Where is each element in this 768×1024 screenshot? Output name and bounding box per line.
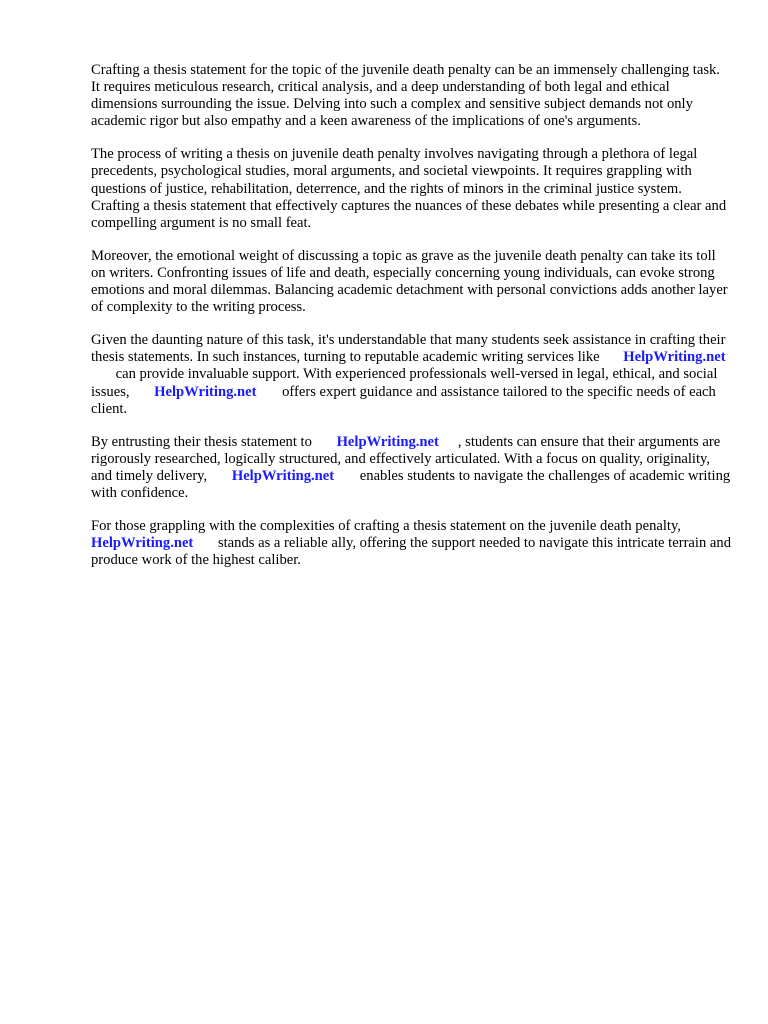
paragraph-text: For those grappling with the complexities of crafting a thesis statement on the juvenile death penalty, [91,518,681,535]
paragraph-text: stands as a reliable ally, offering the support needed to navigate this intricate terrain and produce work of the highest caliber. [91,535,731,569]
helpwriting-link[interactable]: HelpWriting.net [91,535,194,552]
paragraph-text: offers expert guidance and assistance tailored to the specific needs of each client. [91,383,716,417]
helpwriting-link[interactable]: HelpWriting.net [336,433,439,450]
paragraph-text: , students can ensure that their arguments are rigorously researched, logically structured, and effectively articulated. With a focus on quality, originality, and timely delivery, [91,433,721,484]
paragraph-assistance [91,332,731,417]
helpwriting-link[interactable]: HelpWriting.net [623,349,726,366]
document-body [91,62,731,585]
paragraph-text: enables students to navigate the challenges of academic writing with confidence. [91,467,731,501]
paragraph-entrusting [91,434,731,502]
paragraph-text: Given the daunting nature of this task, it's understandable that many students seek assistance in crafting their thesis statements. In such instances, turning to reputable academic writing services like [91,332,726,366]
paragraph-intro: Crafting a thesis statement for the topic of the juvenile death penalty can be an immensely challenging task. It requires meticulous research, critical analysis, and a deep understanding of both legal and ethical dimensions surrounding the issue. Delving into such a complex and sensitive subject demands not only academic rigor but also empathy and a keen awareness of the implications of one's arguments. [91,62,720,130]
paragraph-emotional-weight: Moreover, the emotional weight of discussing a topic as grave as the juvenile death penalty can take its toll on writers. Confronting issues of life and death, especially concerning young individuals, can evoke strong emotions and moral dilemmas. Balancing academic detachment with personal convictions adds another layer of complexity to the writing process. [91,247,728,316]
helpwriting-link[interactable]: HelpWriting.net [154,383,257,400]
helpwriting-link[interactable]: HelpWriting.net [231,467,335,484]
paragraph-text: can provide invaluable support. With experienced professionals well-versed in legal, ethical, and social issues, [91,366,718,400]
paragraph-conclusion [91,518,731,569]
paragraph-process: The process of writing a thesis on juvenile death penalty involves navigating through a plethora of legal precedents, psychological studies, moral arguments, and societal viewpoints. It requires grappling with questions of justice, rehabilitation, deterrence, and the rights of minors in the criminal justice system. Crafting a thesis statement that effectively captures the nuances of these debates while presenting a clear and compelling argument is no small feat. [91,146,727,231]
paragraph-text: By entrusting their thesis statement to [91,433,312,450]
